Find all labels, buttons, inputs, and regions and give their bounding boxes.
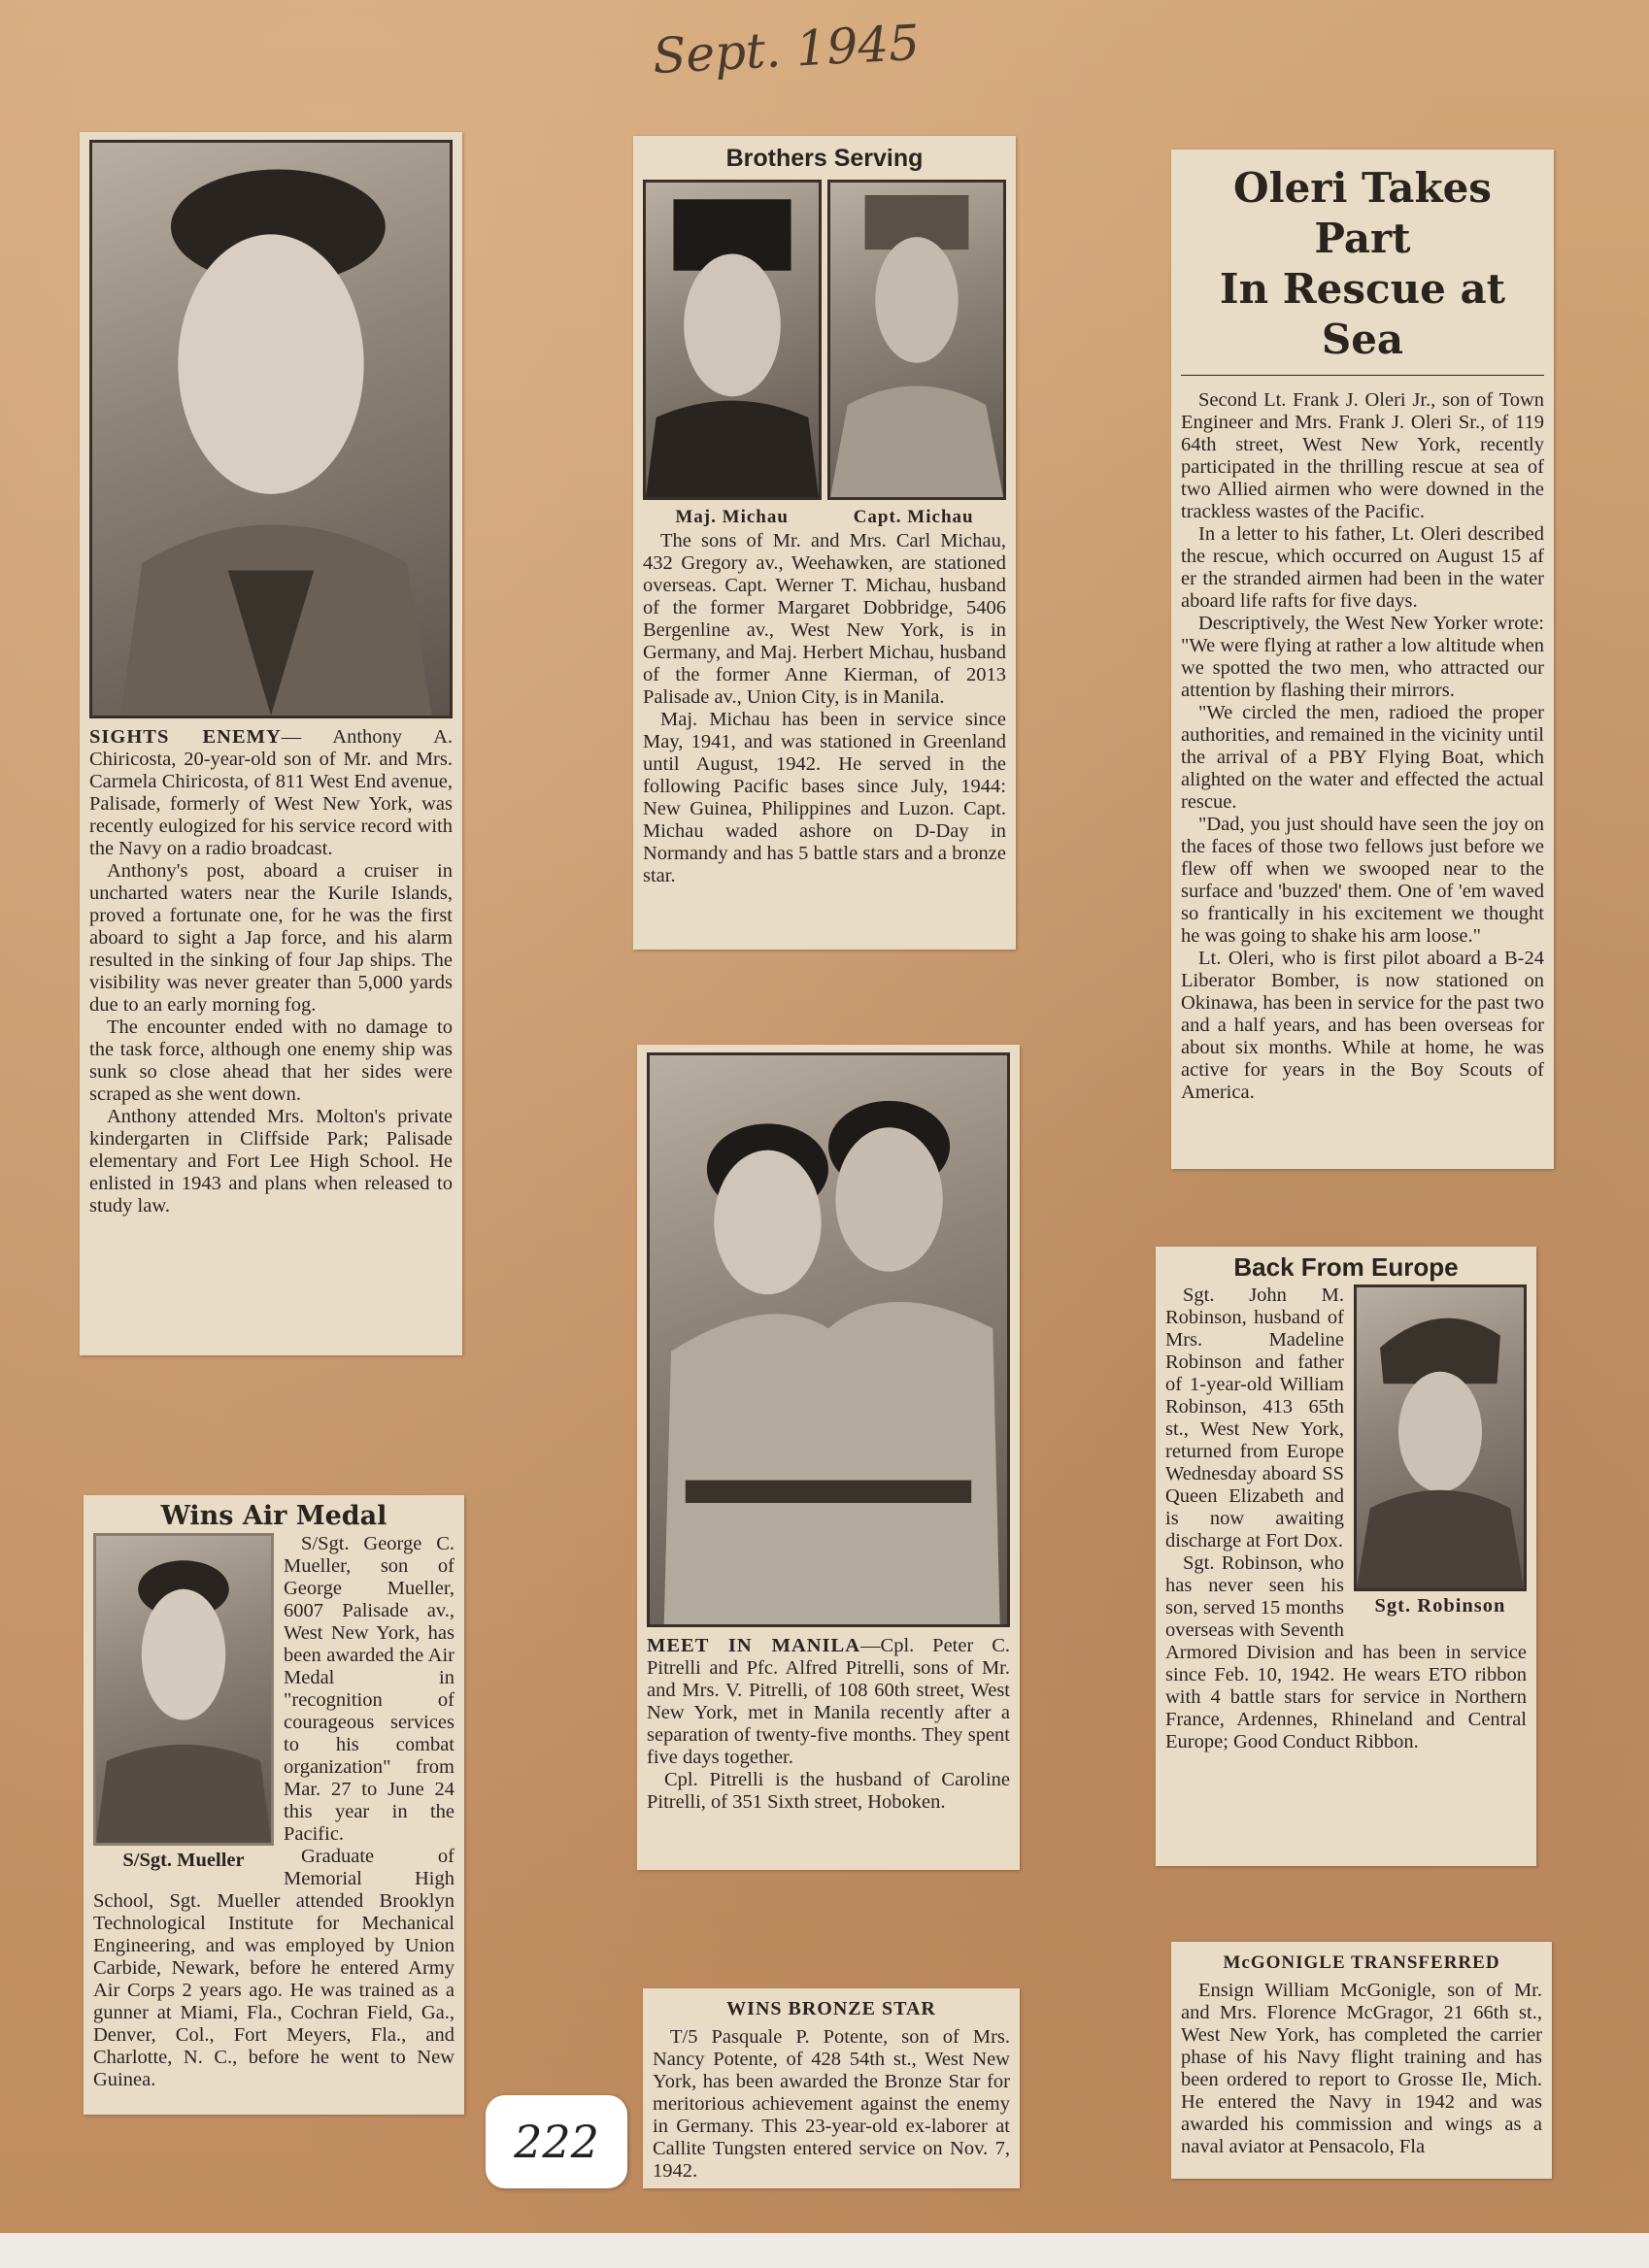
handwritten-date: Sept. 1945 xyxy=(651,14,922,85)
lead-pitrelli: MEET IN MANILA xyxy=(647,1635,861,1656)
text-pitrelli-p2: Cpl. Pitrelli is the husband of Caroline Pitrelli, of 351 Sixth street, Hoboken. xyxy=(647,1769,1010,1813)
photo-capt-michau xyxy=(827,180,1006,500)
text-mueller-p1: S/Sgt. George C. Mueller, son of George Mueller, 6007 Palisade av., West New York, has been awarded the Air Medal in "recognition of courageous services to his combat organization" from Mar. 27 to June 24 this year in the Pacific. xyxy=(284,1533,454,1845)
text-mcgonigle-p1: Ensign William McGonigle, son of Mr. and Mrs. Florence McGragor, 21 66th st., West New York, has completed the carrier phase of his Navy flight training and has been ordered to report to Grosse Ile, Mich. He entered the Navy in 1942 and was awarded his commission and wings as a naval aviator at Pensacolo, Fla xyxy=(1181,1980,1542,2157)
text-mueller-p2: Graduate of Memorial High School, Sgt. Mueller attended Brooklyn Technological Institute for Mechanical Engineering, and was employed by Union Carbide, Newark, before he entered Army Air Corps 2 years ago. He was trained as a gunner at Miami, Fla., Cochran Field, Ga., Denver, Col., Fort Meyers, Fla., and Charlotte, N. C., before he went to New Guinea. xyxy=(93,1846,454,2090)
clipping-robinson xyxy=(1156,1247,1536,1866)
text-michau-p2: Maj. Michau has been in service since May, 1941, and was stationed in Greenland until August, 1942. He served in the following Pacific bases since July, 1944: New Guinea, Philippines and Luzon. Capt. Michau waded ashore on D-Day in Normandy and has 5 battle stars and a bronze star. xyxy=(643,709,1006,886)
headline-potente: WINS BRONZE STAR xyxy=(726,1998,936,2019)
caption-mueller: S/Sgt. Mueller xyxy=(122,1850,245,1871)
lead-chiricosta: SIGHTS ENEMY xyxy=(89,726,282,748)
text-chiricosta-p1: — Anthony A. Chiricosta, 20-year-old son of Mr. and Mrs. Carmela Chiricosta, of 811 West End avenue, Palisade, formerly of West New York, was recently eulogized for his service record with the Navy on a radio broadcast. xyxy=(89,726,453,859)
text-oleri-p2: In a letter to his father, Lt. Oleri described the rescue, which occurred on August 15 af er the stranded airmen had been in the water aboard life rafts for five days. xyxy=(1181,523,1544,612)
text-oleri-p5: "Dad, you just should have seen the joy on the faces of those two fellows just before we flew off when we swooped near to the surface and 'buzzed' them. One of 'em waved so frantically in his excitement we thought he was going to shake his arm loose." xyxy=(1181,814,1544,947)
robinson-photo-block xyxy=(1354,1284,1527,1618)
headline-michau: Brothers Serving xyxy=(725,145,924,172)
photo-pitrelli-brothers xyxy=(647,1052,1010,1627)
text-pitrelli-p1: —Cpl. Peter C. Pitrelli and Pfc. Alfred Pitrelli, sons of Mr. and Mrs. V. Pitrelli, of 108 60th street, West New York, met in Manila recently after a separation of twenty-five months. They spent five days together. xyxy=(647,1635,1010,1768)
caption-maj-michau: Maj. Michau xyxy=(675,507,789,527)
headline-oleri-line2: In Rescue at Sea xyxy=(1219,265,1506,363)
clipping-pitrelli xyxy=(637,1045,1020,1870)
clipping-mueller xyxy=(84,1495,464,2115)
headline-mcgonigle: McGONIGLE TRANSFERRED xyxy=(1223,1952,1500,1973)
text-chiricosta-p3: The encounter ended with no damage to the task force, although one enemy ship was sunk so close ahead that her sides were scraped as she went down. xyxy=(89,1017,453,1105)
caption-capt-michau: Capt. Michau xyxy=(853,507,974,527)
text-robinson-p1: Sgt. John M. Robinson, husband of Mrs. Madeline Robinson and father of 1-year-old William Robinson, 413 65th st., West New York, returned from Europe Wednesday aboard SS Queen Elizabeth and is now awaiting discharge at Fort Dox. xyxy=(1165,1284,1344,1551)
text-oleri-p4: "We circled the men, radioed the proper authorities, and remained in the vicinity until the arrival of a PBY Flying Boat, which alighted on the water and effected the actual rescue. xyxy=(1181,702,1544,813)
scanner-edge xyxy=(0,2233,1649,2268)
text-chiricosta-p4: Anthony attended Mrs. Molton's private kindergarten in Cliffside Park; Palisade elementary and Fort Lee High School. He enlisted in 1943 and plans when released to study law. xyxy=(89,1106,453,1217)
text-potente-p1: T/5 Pasquale P. Potente, son of Mrs. Nancy Potente, of 428 54th st., West New York, has been awarded the Bronze Star for meritorious achievement against the enemy in Germany. This 23-year-old ex-laborer at Callite Tungsten entered service on Nov. 7, 1942. xyxy=(653,2026,1010,2182)
text-robinson-p2: Sgt. Robinson, who has never seen his son, served 15 months overseas with Seventh Armored Division and has been in service since Feb. 10, 1942. He wears ETO ribbon with 4 battle stars for service in Northern France, Ardennes, Rhineland and Central Europe; Good Conduct Ribbon. xyxy=(1165,1552,1527,1752)
clipping-oleri xyxy=(1171,150,1554,1169)
headline-mueller: Wins Air Medal xyxy=(160,1501,387,1531)
caption-robinson: Sgt. Robinson xyxy=(1374,1595,1506,1617)
headline-robinson: Back From Europe xyxy=(1233,1252,1459,1282)
text-oleri-p6: Lt. Oleri, who is first pilot aboard a B-24 Liberator Bomber, is now stationed on Okinawa, has been in service for the past two and a half years, and has been overseas for about six months. While at home, he was active for years in the Boy Scouts of America. xyxy=(1181,948,1544,1103)
photo-mueller xyxy=(93,1533,274,1846)
headline-oleri xyxy=(1181,163,1544,376)
clipping-potente xyxy=(643,1988,1020,2188)
mueller-photo-block xyxy=(93,1533,274,1872)
portrait-photo xyxy=(89,140,453,718)
photo-robinson xyxy=(1354,1284,1527,1591)
photo-maj-michau xyxy=(643,180,822,500)
text-chiricosta-p2: Anthony's post, aboard a cruiser in uncharted waters near the Kurile Islands, proved a fortunate one, for he was the first aboard to sight a Jap force, and his alarm resulted in the sinking of four Jap ships. The visibility was never greater than 5,000 yards due to an early morning fog. xyxy=(89,860,453,1016)
headline-oleri-line1: Oleri Takes Part xyxy=(1233,164,1492,262)
clipping-michau xyxy=(633,136,1016,950)
clipping-mcgonigle xyxy=(1171,1942,1552,2179)
clipping-chiricosta xyxy=(80,132,462,1355)
text-michau-p1: The sons of Mr. and Mrs. Carl Michau, 432 Gregory av., Weehawken, are stationed overseas. Capt. Werner T. Michau, husband of the former Margaret Dobbridge, 5406 Bergenline av., West New York, is in Germany, and Maj. Herbert Michau, husband of the former Anne Kierman, of 2013 Palisade av., Union City, is in Manila. xyxy=(643,530,1006,708)
text-oleri-p1: Second Lt. Frank J. Oleri Jr., son of Town Engineer and Mrs. Frank J. Oleri Sr., of 119 64th street, West New York, recently participated in the thrilling rescue at sea of two Allied airmen who were downed in the trackless wastes of the Pacific. xyxy=(1181,389,1544,522)
text-oleri-p3: Descriptively, the West New Yorker wrote: "We were flying at rather a low altitude when we spotted the two men, who attracted our attention by flashing their mirrors. xyxy=(1181,613,1544,701)
page-number-label: 222 xyxy=(486,2095,627,2188)
